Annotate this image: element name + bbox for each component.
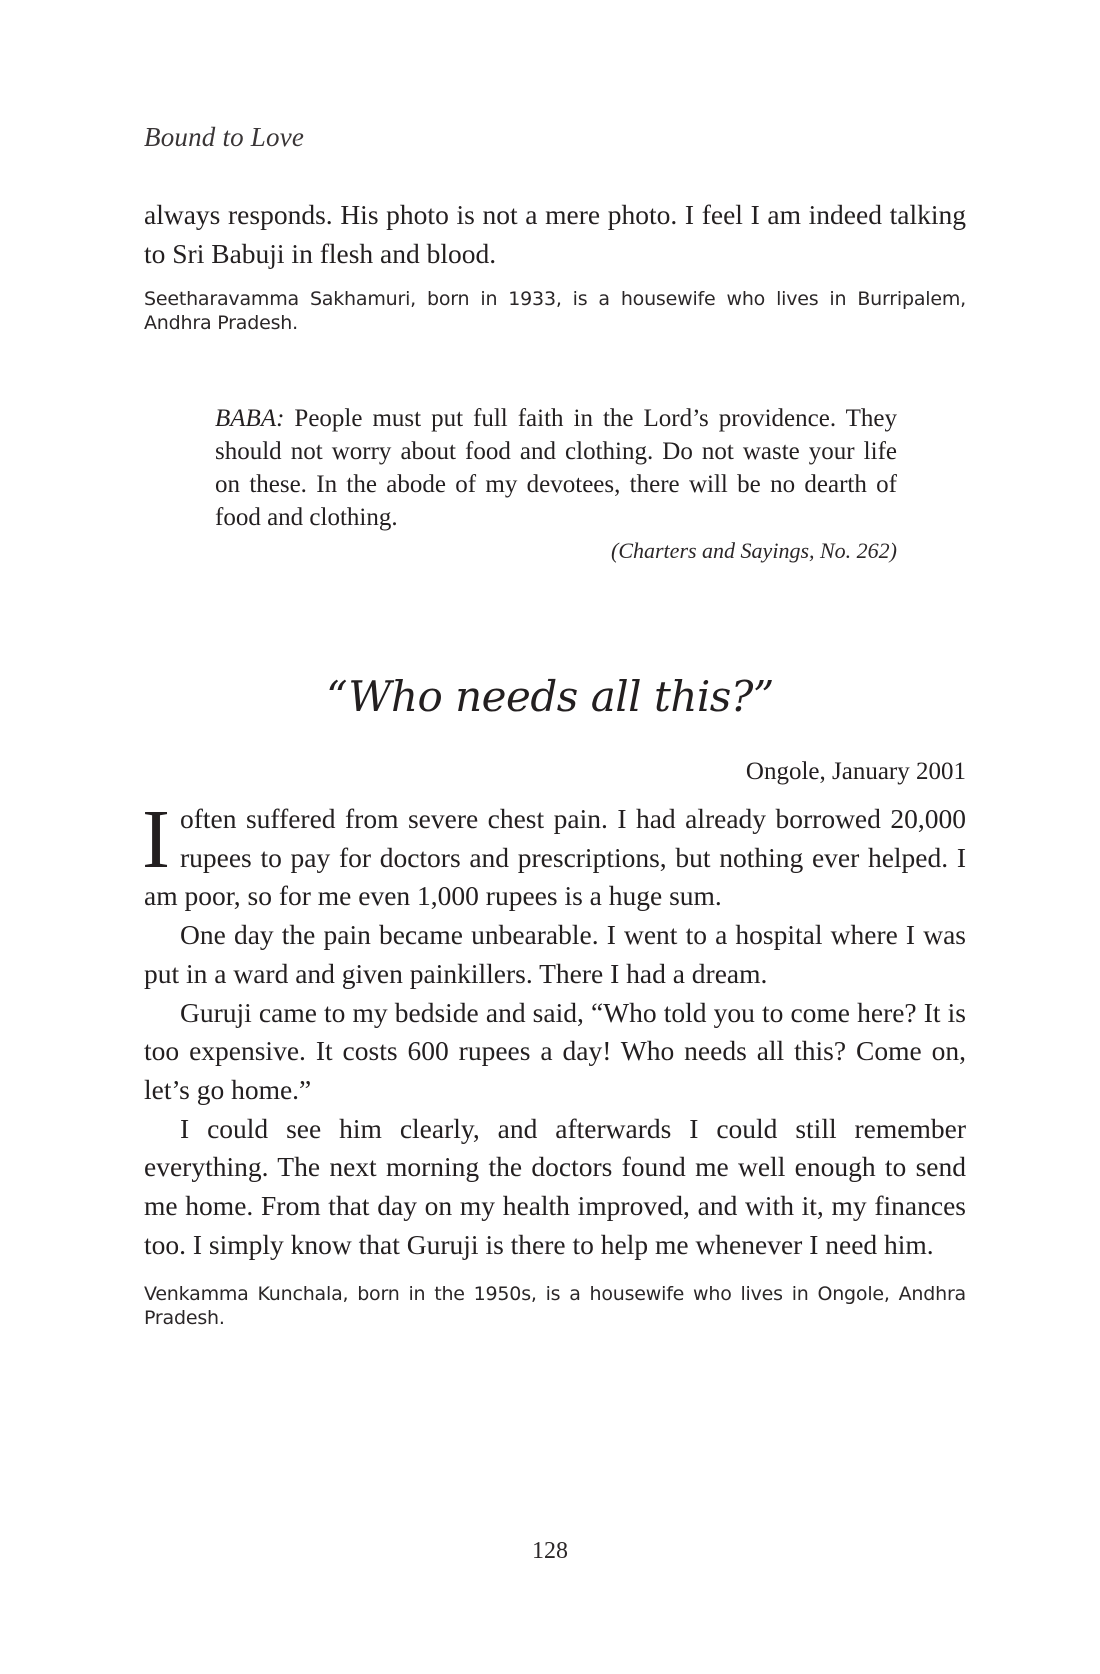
quote-text: [215, 402, 897, 534]
previous-story-attribution: Seetharavamma Sakhamuri, born in 1933, is a housewife who lives in Burripalem, Andhra Pradesh.: [144, 288, 966, 335]
page-number: 128: [532, 1538, 568, 1564]
story-paragraph-4: I could see him clearly, and afterwards I could still remember everything. The next morning the doctors found me well enough to send me home. From that day on my health improved, and with it, my finances too. I simply know that Guruji is there to help me whenever I need him.: [144, 1112, 966, 1260]
story-place-date: Ongole, January 2001: [745, 758, 966, 785]
story-paragraph-3: Guruji came to my bedside and said, “Who told you to come here? It is too expensive. It costs 600 rupees a day! Who needs all this? Come on, let’s go home.”: [144, 996, 966, 1105]
quote-body: People must put full faith in the Lord’s providence. They should not worry about food and clothing. Do not waste your life on these. In the abode of my devotees, there will be no dearth of food and clothing.: [215, 405, 898, 531]
story-paragraph-1: [142, 793, 966, 916]
paragraph-text: often suffered from severe chest pain. I had already borrowed 20,000 rupees to pay for doctors and prescriptions, but nothing ever helped. I am poor, so for me even 1,000 rupees is a huge sum.: [144, 803, 966, 912]
continuation-paragraph: always responds. His photo is not a mere photo. I feel I am indeed talking to Sri Babuji in flesh and blood.: [144, 199, 966, 269]
baba-quote: [215, 402, 897, 564]
story-body: [142, 793, 966, 1330]
running-head: Bound to Love: [144, 122, 305, 152]
quote-source: (Charters and Sayings, No. 262): [611, 538, 897, 563]
story-title: “Who needs all this?”: [326, 672, 774, 721]
previous-story-end: [144, 196, 966, 335]
dropcap: I: [142, 793, 170, 886]
quote-speaker: BABA:: [215, 405, 285, 432]
story-paragraph-2: One day the pain became unbearable. I went to a hospital where I was put in a ward and given painkillers. There I had a dream.: [144, 919, 966, 989]
story-attribution: Venkamma Kunchala, born in the 1950s, is a housewife who lives in Ongole, Andhra Pradesh.: [144, 1283, 966, 1330]
